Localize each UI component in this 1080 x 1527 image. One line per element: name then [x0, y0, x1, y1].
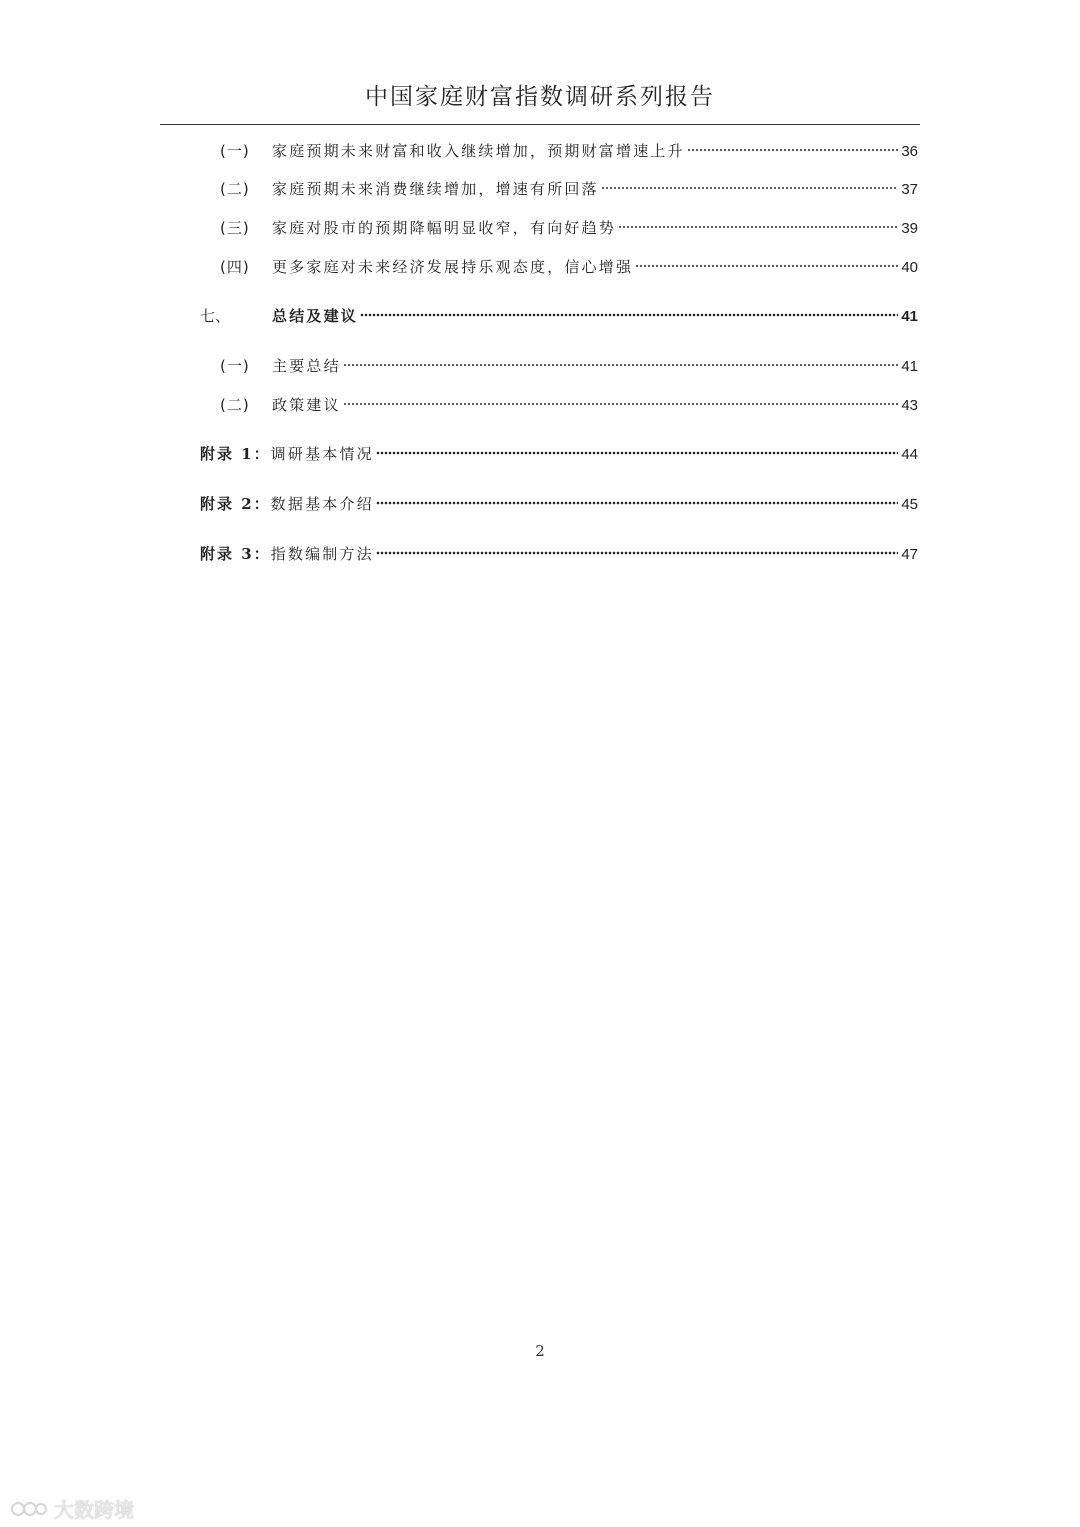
toc-entry-title: 指数编制方法: [270, 545, 374, 563]
toc-entry-6-1[interactable]: [200, 141, 918, 162]
logo-icon: [10, 1498, 48, 1520]
header-divider: [160, 124, 920, 125]
watermark-text: 大数跨境: [54, 1498, 134, 1522]
toc-entry-appendix-3[interactable]: [200, 544, 918, 565]
dot-leader: [343, 362, 898, 368]
watermark: [10, 1494, 134, 1523]
dot-leader: [376, 450, 898, 456]
toc-entry-appendix-2[interactable]: [200, 494, 918, 515]
toc-entry-title: 政策建议: [272, 396, 341, 414]
dot-leader: [360, 312, 898, 318]
toc-entry-7-1[interactable]: [200, 356, 918, 377]
toc-entry-number: (四): [220, 258, 250, 276]
dot-leader: [618, 224, 898, 230]
toc-entry-number: (三): [220, 219, 250, 237]
dot-leader: [601, 185, 898, 191]
toc-entry-number: (一): [220, 142, 250, 160]
toc-entry-page: 37: [901, 181, 918, 198]
toc-entry-number: 附录 1：: [200, 445, 271, 463]
dot-leader: [376, 500, 898, 506]
toc-entry-page: 36: [901, 143, 918, 160]
toc-entry-appendix-1[interactable]: [200, 444, 918, 465]
toc-entry-page: 47: [901, 546, 918, 563]
toc-entry-title: 家庭预期未来财富和收入继续增加，预期财富增速上升: [272, 142, 685, 160]
page-number: 2: [535, 1342, 545, 1360]
toc-entry-6-4[interactable]: [200, 257, 918, 278]
toc-entry-title: 总结及建议: [272, 307, 359, 325]
toc-entry-page: 40: [901, 259, 918, 276]
toc-entry-chapter-7[interactable]: [200, 306, 918, 327]
dot-leader: [343, 401, 898, 407]
toc-entry-number: (二): [220, 180, 250, 198]
toc-entry-number: 附录 2：: [200, 495, 271, 513]
toc-entry-number: (二): [220, 396, 250, 414]
toc-entry-page: 41: [901, 308, 918, 325]
dot-leader: [687, 147, 898, 153]
toc-entry-6-2[interactable]: [200, 179, 918, 200]
toc-entry-title: 家庭对股市的预期降幅明显收窄，有向好趋势: [272, 219, 617, 237]
dot-leader: [376, 550, 898, 556]
report-series-title: 中国家庭财富指数调研系列报告: [365, 84, 715, 110]
toc-entry-title: 主要总结: [272, 357, 341, 375]
toc-entry-page: 44: [901, 446, 918, 463]
toc-entry-page: 45: [901, 496, 918, 513]
toc-entry-7-2[interactable]: [200, 395, 918, 416]
toc-entry-page: 41: [901, 358, 918, 375]
toc-entry-page: 39: [901, 220, 918, 237]
dot-leader: [635, 263, 898, 269]
toc-entry-title: 数据基本介绍: [270, 495, 374, 513]
toc-entry-number: 附录 3：: [200, 545, 271, 563]
toc-entry-number: (一): [220, 357, 250, 375]
toc-entry-6-3[interactable]: [200, 218, 918, 239]
toc-entry-title: 更多家庭对未来经济发展持乐观态度，信心增强: [272, 258, 634, 276]
toc-entry-title: 调研基本情况: [270, 445, 374, 463]
toc-entry-number: 七、: [200, 307, 231, 325]
toc-entry-page: 43: [901, 397, 918, 414]
toc-entry-title: 家庭预期未来消费继续增加，增速有所回落: [272, 180, 599, 198]
